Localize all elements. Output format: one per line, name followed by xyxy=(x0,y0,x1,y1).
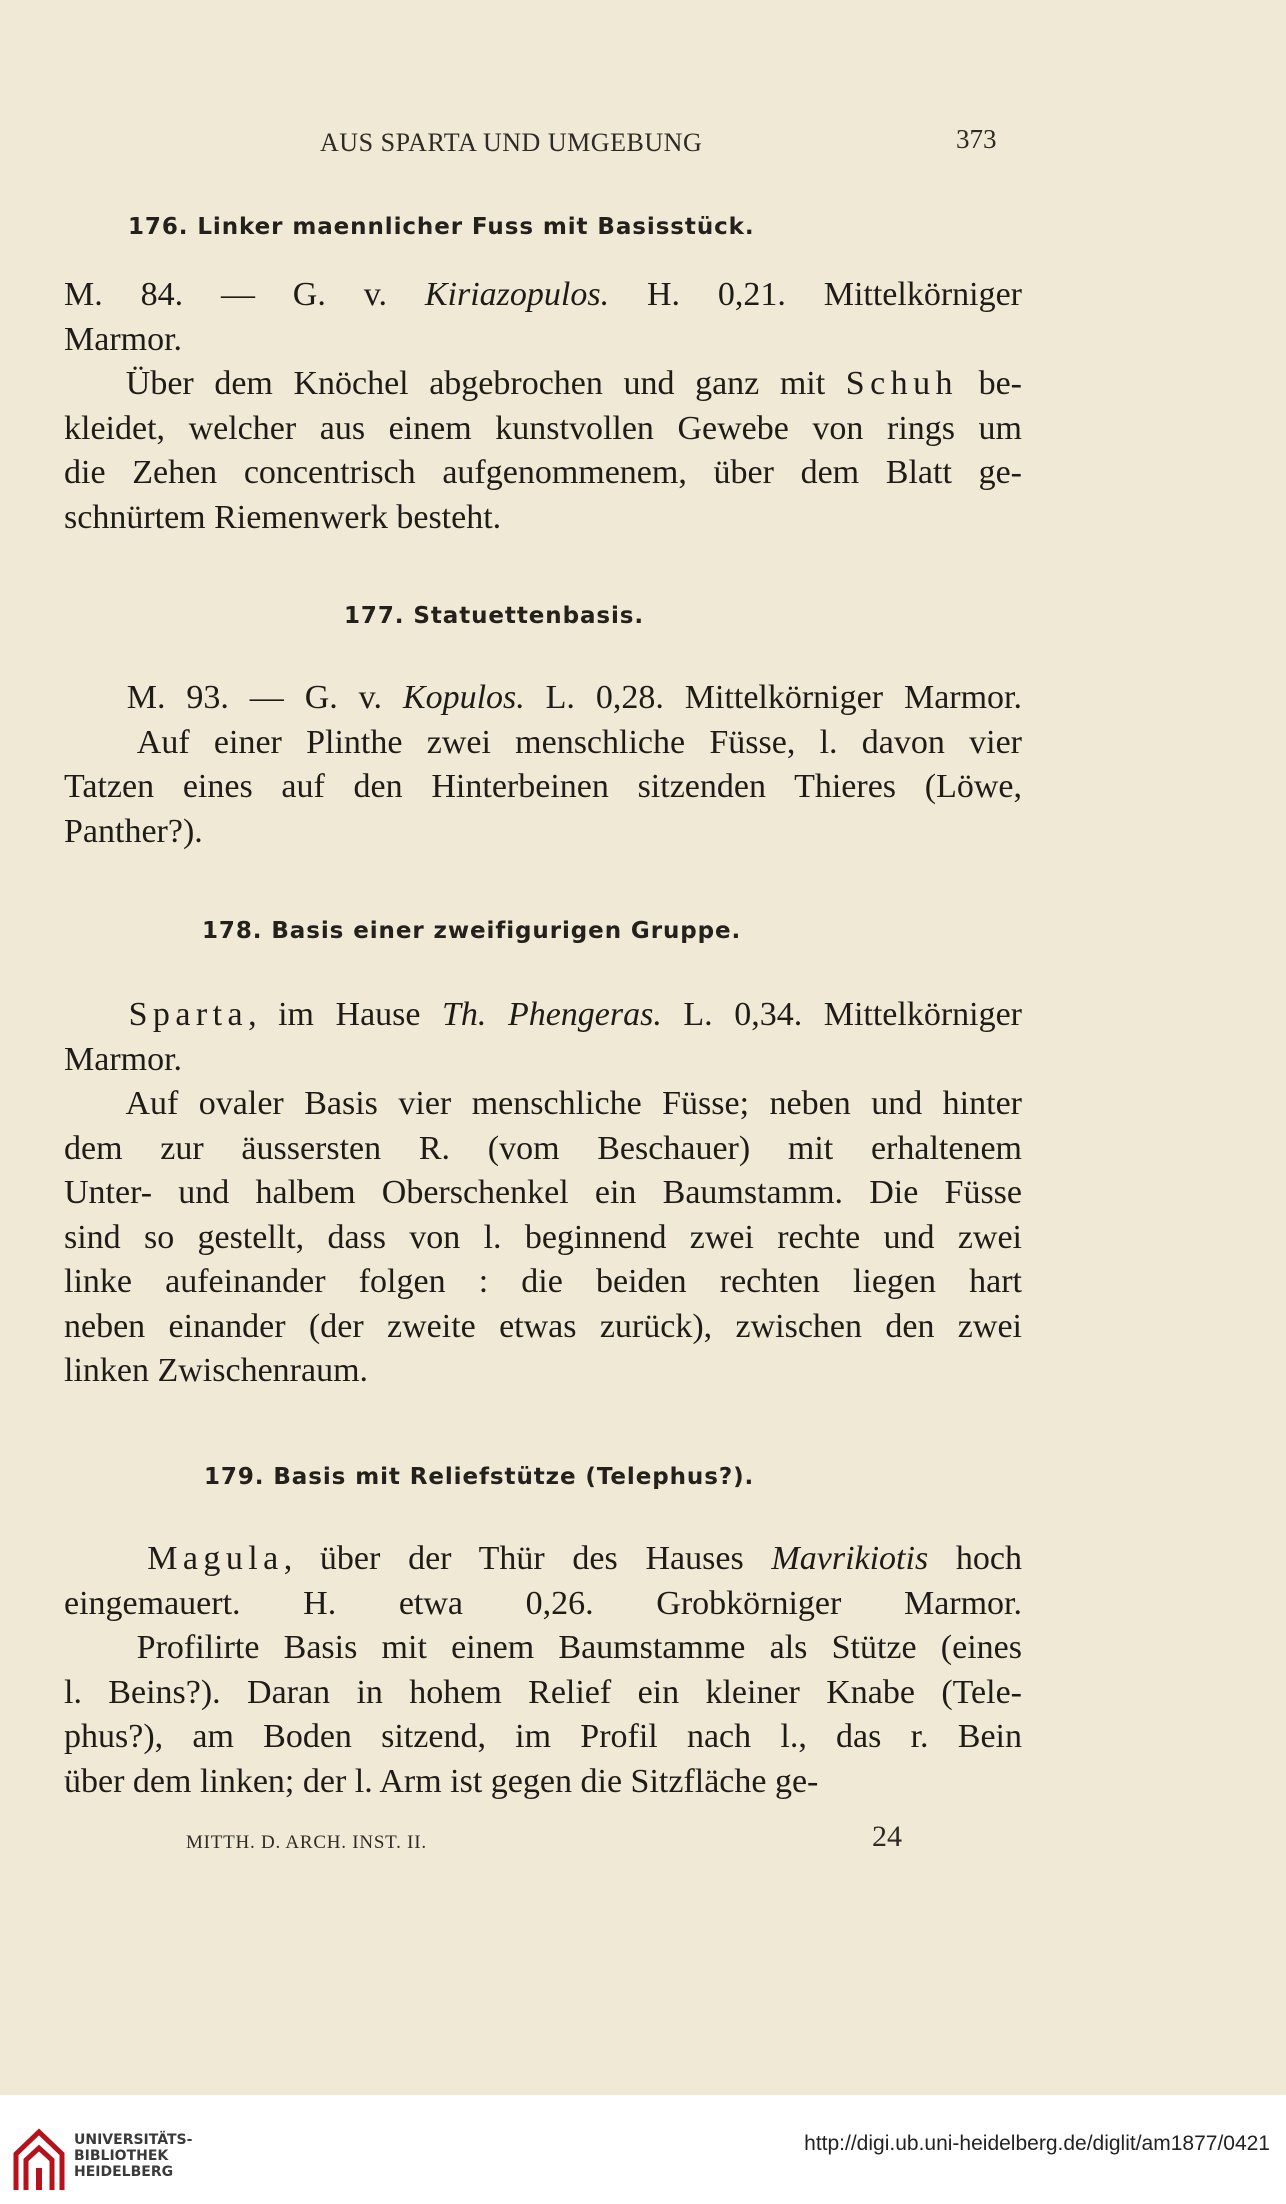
text-line xyxy=(64,721,1022,766)
entry-body-176 xyxy=(64,273,1022,540)
university-library-logo-icon xyxy=(12,2124,66,2196)
text-segment: phus?), am Boden sitzend, im Profil nach l., das r. Bein xyxy=(64,1718,1022,1755)
text-segment: Auf einer Plinthe zwei menschliche Füsse, l. davon vier xyxy=(64,723,1022,761)
text-segment xyxy=(64,996,129,1033)
text-line xyxy=(64,1671,1022,1716)
sheet-signature: MITTH. D. ARCH. INST. II. xyxy=(186,1832,427,1853)
entry-heading-178: 178. Basis einer zweifigurigen Gruppe. xyxy=(202,918,742,944)
text-segment: linken Zwischenraum. xyxy=(64,1352,369,1389)
text-line xyxy=(64,1171,1022,1216)
text-segment xyxy=(64,1540,147,1577)
entry-heading-177: 177. Statuettenbasis. xyxy=(344,603,645,629)
text-segment: Marmor. xyxy=(64,1040,183,1078)
text-line xyxy=(64,407,1022,452)
text-segment: Sparta xyxy=(128,996,249,1033)
sheet-number: 24 xyxy=(872,1820,902,1853)
library-logo-text xyxy=(74,2132,192,2180)
text-segment: Panther?). xyxy=(64,812,203,850)
text-segment: über dem linken; der l. Arm ist gegen die Sitzfläche ge- xyxy=(64,1762,819,1800)
text-line xyxy=(64,1582,1022,1627)
text-line xyxy=(64,1038,1022,1083)
text-segment: Magula xyxy=(147,1540,284,1577)
text-segment: L. 0,34. Mittelkörniger xyxy=(661,996,1023,1033)
text-segment: neben einander (der zweite etwas zurück), zwischen den zwei xyxy=(64,1307,1022,1345)
text-line xyxy=(64,1349,1022,1394)
text-line xyxy=(64,451,1022,496)
running-title: AUS SPARTA UND UMGEBUNG xyxy=(320,128,703,157)
text-line xyxy=(64,273,1022,318)
text-line xyxy=(64,1715,1022,1760)
text-line xyxy=(64,765,1022,810)
text-line xyxy=(64,1626,1022,1671)
text-segment: Kopulos. xyxy=(402,679,525,716)
text-segment: schnürtem Riemenwerk besteht. xyxy=(64,498,502,536)
text-segment: Unter- und halbem Oberschenkel ein Baumstamm. Die Füsse xyxy=(64,1174,1022,1211)
entry-body-179 xyxy=(64,1537,1022,1804)
text-segment: eingemauert. H. etwa 0,26. Grobkörniger Marmor. xyxy=(64,1584,1022,1622)
text-segment: M. 84. — G. v. xyxy=(64,276,425,313)
text-segment: Marmor. xyxy=(64,320,183,358)
digital-library-url-link[interactable]: http://digi.ub.uni-heidelberg.de/diglit/am1877/0421 xyxy=(804,2132,1270,2155)
text-segment: Auf ovaler Basis vier menschliche Füsse; neben und hinter xyxy=(64,1085,1022,1122)
text-segment: Schuh xyxy=(845,365,958,402)
text-segment: Über dem Knöchel abgebrochen und ganz mit xyxy=(64,365,846,402)
text-line xyxy=(64,993,1022,1038)
text-segment: Kiriazopulos. xyxy=(424,276,610,313)
text-segment: die Zehen concentrisch aufgenommenem, über dem Blatt ge- xyxy=(64,454,1022,491)
text-segment: linke aufeinander folgen : die beiden rechten liegen hart xyxy=(64,1263,1022,1300)
logo-line-1: UNIVERSITÄTS- xyxy=(74,2132,193,2148)
text-line xyxy=(64,810,1022,855)
text-segment: sind so gestellt, dass von l. beginnend zwei rechte und zwei xyxy=(64,1218,1022,1256)
text-segment: dem zur äussersten R. (vom Beschauer) mit erhaltenem xyxy=(64,1129,1022,1167)
entry-heading-176: 176. Linker maennlicher Fuss mit Basisstück. xyxy=(128,214,755,240)
text-segment: L. 0,28. Mittelkörniger Marmor. xyxy=(524,679,1022,716)
text-segment: H. 0,21. Mittelkörniger xyxy=(609,276,1023,313)
text-line xyxy=(64,1305,1022,1350)
logo-line-2: BIBLIOTHEK xyxy=(74,2148,169,2164)
text-line xyxy=(64,318,1022,363)
text-line xyxy=(64,1537,1022,1582)
entry-body-177 xyxy=(64,676,1022,854)
text-segment: Profilirte Basis mit einem Baumstamme als Stütze (eines xyxy=(64,1629,1022,1666)
entry-body-178 xyxy=(64,993,1022,1394)
page-number: 373 xyxy=(956,124,997,154)
text-line xyxy=(64,496,1022,541)
text-segment: hoch xyxy=(928,1540,1023,1577)
text-segment: Mavrikiotis xyxy=(771,1540,929,1577)
text-segment: kleidet, welcher aus einem kunstvollen Gewebe von rings um xyxy=(64,409,1022,447)
text-line xyxy=(64,1082,1022,1127)
text-segment: Tatzen eines auf den Hinterbeinen sitzenden Thieres (Löwe, xyxy=(64,768,1022,805)
text-segment: Th. Phengeras. xyxy=(442,996,662,1033)
logo-line-3: HEIDELBERG xyxy=(74,2164,174,2180)
text-line xyxy=(64,362,1022,407)
text-segment: M. 93. — G. v. xyxy=(64,679,403,716)
text-segment: , über der Thür des Hauses xyxy=(283,1540,772,1577)
text-segment: be- xyxy=(957,365,1022,402)
text-line xyxy=(64,1760,1022,1805)
entry-heading-179: 179. Basis mit Reliefstütze (Telephus?). xyxy=(204,1464,755,1490)
text-segment: l. Beins?). Daran in hohem Relief ein kleiner Knabe (Tele- xyxy=(64,1673,1022,1711)
text-segment: , im Hause xyxy=(248,996,443,1033)
text-line xyxy=(64,1260,1022,1305)
text-line xyxy=(64,1127,1022,1172)
text-line xyxy=(64,1216,1022,1261)
text-line xyxy=(64,676,1022,721)
